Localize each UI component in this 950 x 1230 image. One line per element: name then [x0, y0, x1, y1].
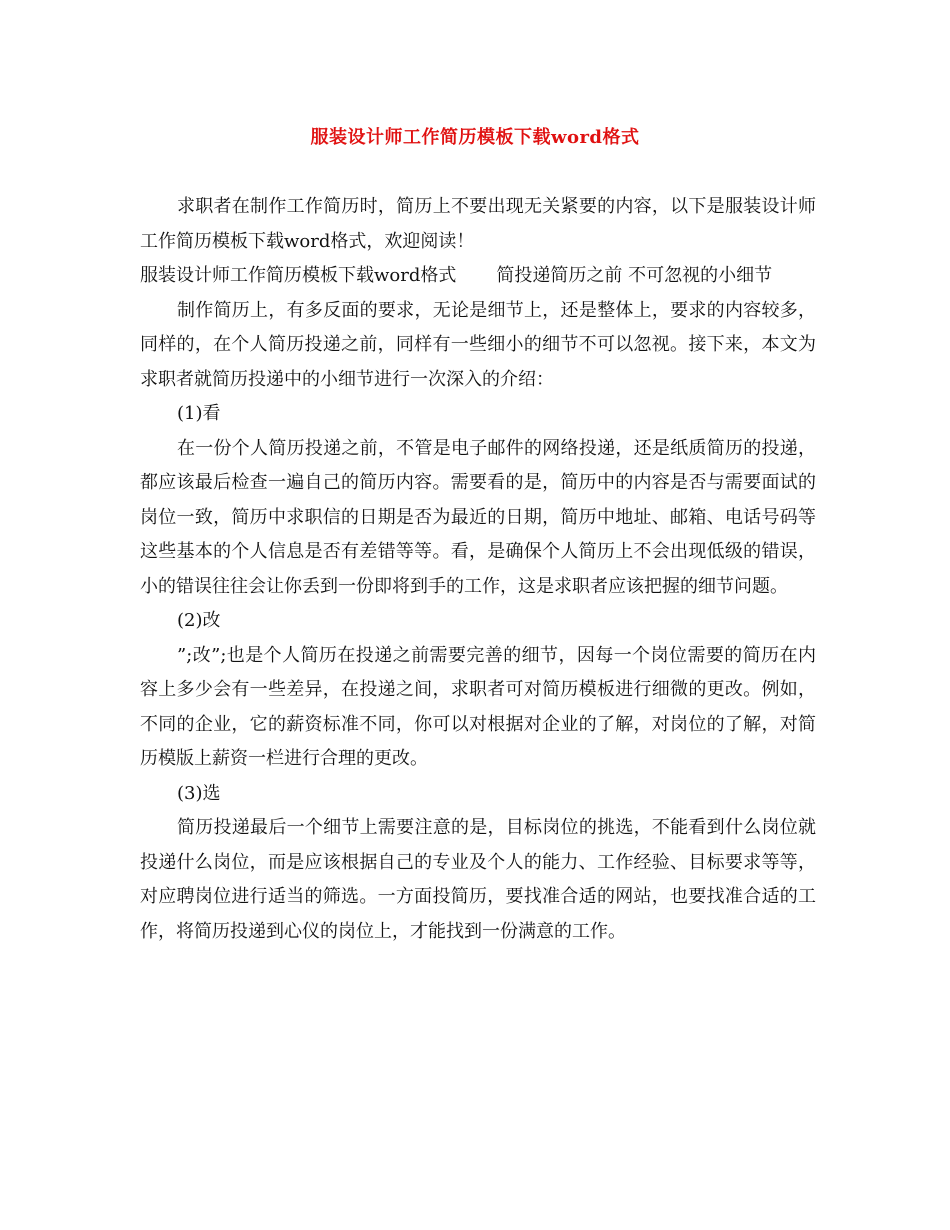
body-paragraph: 简历投递最后一个细节上需要注意的是，目标岗位的挑选，不能看到什么岗位就投递什么岗位，而是应该根据自己的专业及个人的能力、工作经验、目标要求等等，对应聘岗位进行适当的筛选。一方面投简历，要找准合适的网站，也要找准合适的工作，将简历投递到心仪的岗位上，才能找到一份满意的工作。 — [140, 817, 816, 942]
section-heading-select: (3)选 — [177, 782, 221, 804]
body-paragraph: 制作简历上，有多反面的要求，无论是细节上，还是整体上，要求的内容较多，同样的，在个人简历投递之前，同样有一些细小的细节不可以忽视。接下来，本文为求职者就简历投递中的小细节进行一次深入的介绍： — [140, 299, 816, 390]
subheading-line: 服装设计师工作简历模板下载word格式 简投递简历之前 不可忽视的小细节 — [140, 265, 773, 286]
document-title: 服装设计师工作简历模板下载word格式 — [310, 127, 640, 148]
section-heading-look: (1)看 — [177, 403, 221, 424]
section-heading-edit: (2)改 — [177, 610, 221, 631]
body-paragraph: 在一份个人简历投递之前，不管是电子邮件的网络投递，还是纸质简历的投递，都应该最后检查一遍自己的简历内容。需要看的是，简历中的内容是否与需要面试的岗位一致，简历中求职信的日期是否为最近的日期，简历中地址、邮箱、电话号码等这些基本的个人信息是否有差错等等。看，是确保个人简历上不会出现低级的错误，小的错误往往会让你丢到一份即将到手的工作，这是求职者应该把握的细节问题。 — [140, 437, 816, 597]
document-body — [140, 190, 816, 949]
body-paragraph: ”;改”;也是个人简历在投递之前需要完善的细节，因每一个岗位需要的简历在内容上多少会有一些差异，在投递之间，求职者可对简历模板进行细微的更改。例如，不同的企业，它的薪资标准不同，你可以对根据对企业的了解，对岗位的了解，对简历模版上薪资一栏进行合理的更改。 — [140, 644, 816, 769]
intro-paragraph: 求职者在制作工作简历时，简历上不要出现无关紧要的内容，以下是服装设计师工作简历模板下载word格式，欢迎阅读！ — [140, 196, 816, 252]
